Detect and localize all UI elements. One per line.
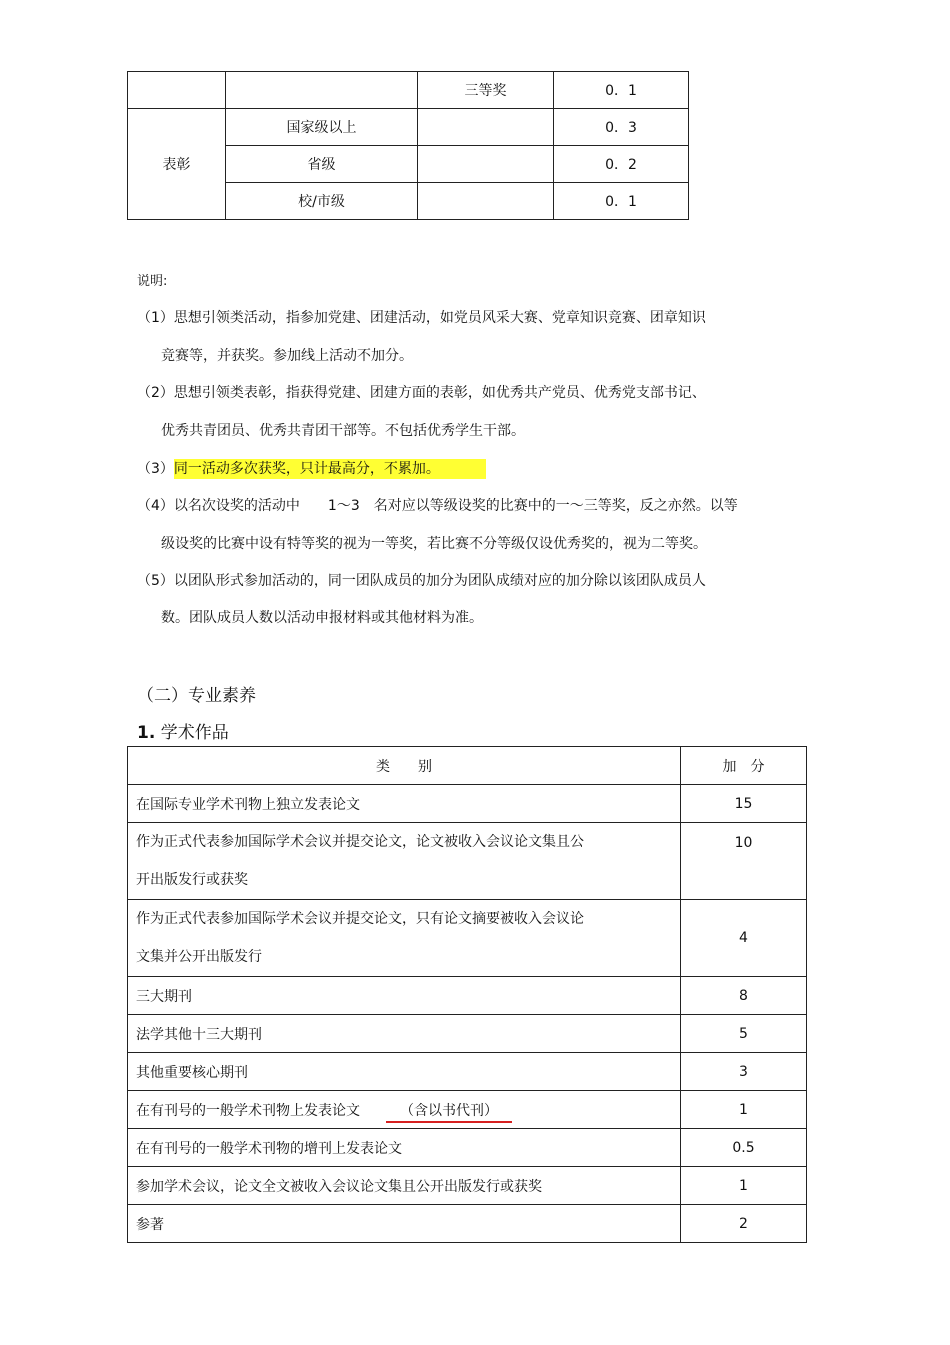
note-line	[137, 458, 486, 478]
table-row	[128, 1053, 807, 1091]
table-row	[128, 72, 689, 109]
category-cell	[128, 900, 681, 977]
score-cell: 0.5	[681, 1129, 807, 1167]
note-line: 数。团队成员人数以活动申报材料或其他材料为准。	[161, 610, 483, 626]
table-row	[128, 109, 689, 146]
score-cell: 3	[681, 1053, 807, 1091]
category-cell: 在有刊号的一般学术刊物的增刊上发表论文	[128, 1129, 681, 1167]
category-cell	[128, 823, 681, 900]
merged-label-cell: 表彰	[128, 109, 226, 220]
table-row	[128, 900, 807, 977]
table-row	[128, 823, 807, 900]
note-line: （2）思想引领类表彰，指获得党建、团建方面的表彰，如优秀共产党员、优秀党支部书记、	[137, 385, 706, 401]
table-cell: 省级	[226, 146, 418, 183]
score-cell: 1	[681, 1091, 807, 1129]
subsection-title	[137, 718, 229, 743]
table-cell: 0．3	[554, 109, 689, 146]
category-cell: 在国际专业学术刊物上独立发表论文	[128, 785, 681, 823]
subsection-number: 1.	[137, 723, 156, 743]
category-cell: 三大期刊	[128, 977, 681, 1015]
table-header-row	[128, 747, 807, 785]
table-row	[128, 785, 807, 823]
table-row	[128, 1091, 807, 1129]
category-cell	[128, 1091, 681, 1129]
note-line: 级设奖的比赛中设有特等奖的视为一等奖，若比赛不分等级仅设优秀奖的，视为二等奖。	[161, 536, 707, 552]
table-cell: 国家级以上	[226, 109, 418, 146]
score-cell: 8	[681, 977, 807, 1015]
table-cell	[226, 72, 418, 109]
table-cell: 0．1	[554, 183, 689, 220]
table-row	[128, 1205, 807, 1243]
table-cell: 三等奖	[418, 72, 554, 109]
table-cell	[418, 183, 554, 220]
score-cell: 4	[681, 900, 807, 977]
table-cell: 校/市级	[226, 183, 418, 220]
score-cell: 1	[681, 1167, 807, 1205]
subsection-label: 学术作品	[155, 723, 229, 743]
notes-heading: 说明:	[137, 274, 168, 289]
category-line: 开出版发行或获奖	[136, 872, 248, 888]
category-cell: 参加学术会议，论文全文被收入会议论文集且公开出版发行或获奖	[128, 1167, 681, 1205]
category-text: 在有刊号的一般学术刊物上发表论文	[136, 1102, 360, 1119]
category-line: 作为正式代表参加国际学术会议并提交论文，只有论文摘要被收入会议论	[136, 911, 584, 927]
category-cell: 参著	[128, 1205, 681, 1243]
category-line: 文集并公开出版发行	[136, 949, 262, 965]
note-line: （5）以团队形式参加活动的，同一团队成员的加分为团队成绩对应的加分除以该团队成员人	[137, 573, 706, 589]
category-cell: 法学其他十三大期刊	[128, 1015, 681, 1053]
table-row	[128, 977, 807, 1015]
category-cell: 其他重要核心期刊	[128, 1053, 681, 1091]
underlined-note: （含以书代刊）	[386, 1103, 512, 1123]
award-table	[127, 71, 689, 220]
header-score: 加 分	[681, 747, 807, 785]
score-cell: 15	[681, 785, 807, 823]
score-cell: 2	[681, 1205, 807, 1243]
category-line: 作为正式代表参加国际学术会议并提交论文，论文被收入会议论文集且公	[136, 834, 584, 850]
highlighted-note: 同一活动多次获奖，只计最高分，不累加。	[174, 459, 486, 479]
table-cell	[418, 109, 554, 146]
section-title: （二）专业素养	[137, 686, 256, 706]
note-line: （4）以名次设奖的活动中 1～3 名对应以等级设奖的比赛中的一～三等奖，反之亦然。以等	[137, 498, 738, 514]
table-cell	[128, 72, 226, 109]
table-row	[128, 1167, 807, 1205]
note-line: （1）思想引领类活动，指参加党建、团建活动，如党员风采大赛、党章知识竞赛、团章知识	[137, 310, 706, 326]
score-cell: 5	[681, 1015, 807, 1053]
academic-table	[127, 746, 807, 1243]
table-cell: 0．1	[554, 72, 689, 109]
note-line: 竞赛等，并获奖。参加线上活动不加分。	[161, 348, 413, 364]
score-cell: 10	[681, 823, 807, 900]
table-cell: 0．2	[554, 146, 689, 183]
table-row	[128, 1015, 807, 1053]
table-cell	[418, 146, 554, 183]
header-category: 类 别	[128, 747, 681, 785]
note-number: （3）	[137, 461, 174, 477]
table-row	[128, 1129, 807, 1167]
note-line: 优秀共青团员、优秀共青团干部等。不包括优秀学生干部。	[161, 423, 525, 439]
